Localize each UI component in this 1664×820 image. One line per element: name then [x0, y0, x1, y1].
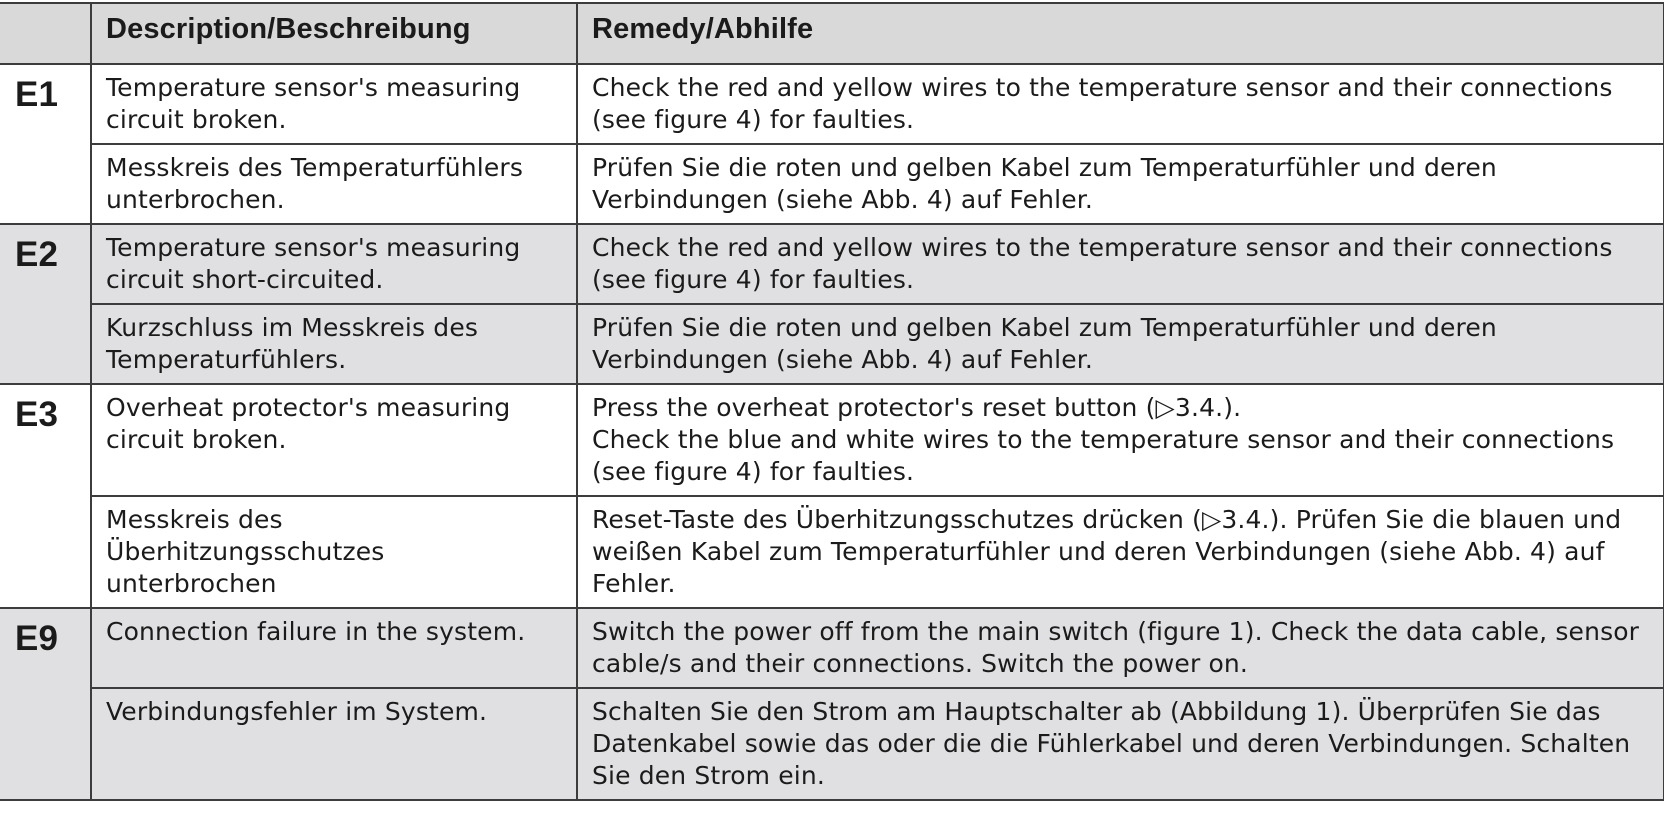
remedy-column-header: Remedy/Abhilfe — [577, 3, 1664, 64]
remedy-line: Switch the power off from the main switch (figure 1). Check the data cable, sensor cable/s and their connections. Switch the power on. — [592, 617, 1640, 678]
error-code-table — [0, 2, 1664, 801]
table-row — [0, 304, 1664, 384]
remedy-line: Press the overheat protector's reset button (▷3.4.). — [592, 393, 1242, 422]
remedy-english — [577, 224, 1664, 304]
remedy-line: Reset-Taste des Überhitzungsschutzes drücken (▷3.4.). Prüfen Sie die blauen und weißen Kabel zum Temperaturfühler und deren Verbindungen (siehe Abb. 4) auf Fehler. — [592, 505, 1622, 598]
description-english: Overheat protector's measuring circuit broken. — [91, 384, 577, 496]
description-column-header: Description/Beschreibung — [91, 3, 577, 64]
error-code: E2 — [0, 224, 91, 384]
error-code: E9 — [0, 608, 91, 800]
error-code: E1 — [0, 64, 91, 224]
table-row — [0, 688, 1664, 800]
remedy-english — [577, 64, 1664, 144]
remedy-german — [577, 304, 1664, 384]
description-english: Connection failure in the system. — [91, 608, 577, 688]
remedy-english — [577, 384, 1664, 496]
remedy-line: Check the red and yellow wires to the temperature sensor and their connections (see figure 4) for faulties. — [592, 73, 1613, 134]
table-row — [0, 224, 1664, 304]
remedy-line: Prüfen Sie die roten und gelben Kabel zum Temperaturfühler und deren Verbindungen (siehe Abb. 4) auf Fehler. — [592, 313, 1497, 374]
remedy-english — [577, 608, 1664, 688]
table-row — [0, 496, 1664, 608]
description-english: Temperature sensor's measuring circuit short-circuited. — [91, 224, 577, 304]
remedy-line: Schalten Sie den Strom am Hauptschalter ab (Abbildung 1). Überprüfen Sie das Datenkabel sowie das oder die die Fühlerkabel und deren Verbindungen. Schalten Sie den Strom ein. — [592, 697, 1631, 790]
remedy-line: Check the blue and white wires to the temperature sensor and their connections (see figure 4) for faulties. — [592, 425, 1615, 486]
remedy-line: Prüfen Sie die roten und gelben Kabel zum Temperaturfühler und deren Verbindungen (siehe Abb. 4) auf Fehler. — [592, 153, 1497, 214]
table-row — [0, 144, 1664, 224]
table-row — [0, 384, 1664, 496]
remedy-german — [577, 496, 1664, 608]
remedy-german — [577, 144, 1664, 224]
error-code: E3 — [0, 384, 91, 608]
code-column-header — [0, 3, 91, 64]
description-german: Messkreis des Temperaturfühlers unterbrochen. — [91, 144, 577, 224]
table-row — [0, 64, 1664, 144]
table-header-row — [0, 3, 1664, 64]
remedy-line: Check the red and yellow wires to the temperature sensor and their connections (see figure 4) for faulties. — [592, 233, 1613, 294]
remedy-german — [577, 688, 1664, 800]
description-german: Messkreis des Überhitzungsschutzes unterbrochen — [91, 496, 577, 608]
description-german: Kurzschluss im Messkreis des Temperaturfühlers. — [91, 304, 577, 384]
table-row — [0, 608, 1664, 688]
description-english: Temperature sensor's measuring circuit broken. — [91, 64, 577, 144]
description-german: Verbindungsfehler im System. — [91, 688, 577, 800]
